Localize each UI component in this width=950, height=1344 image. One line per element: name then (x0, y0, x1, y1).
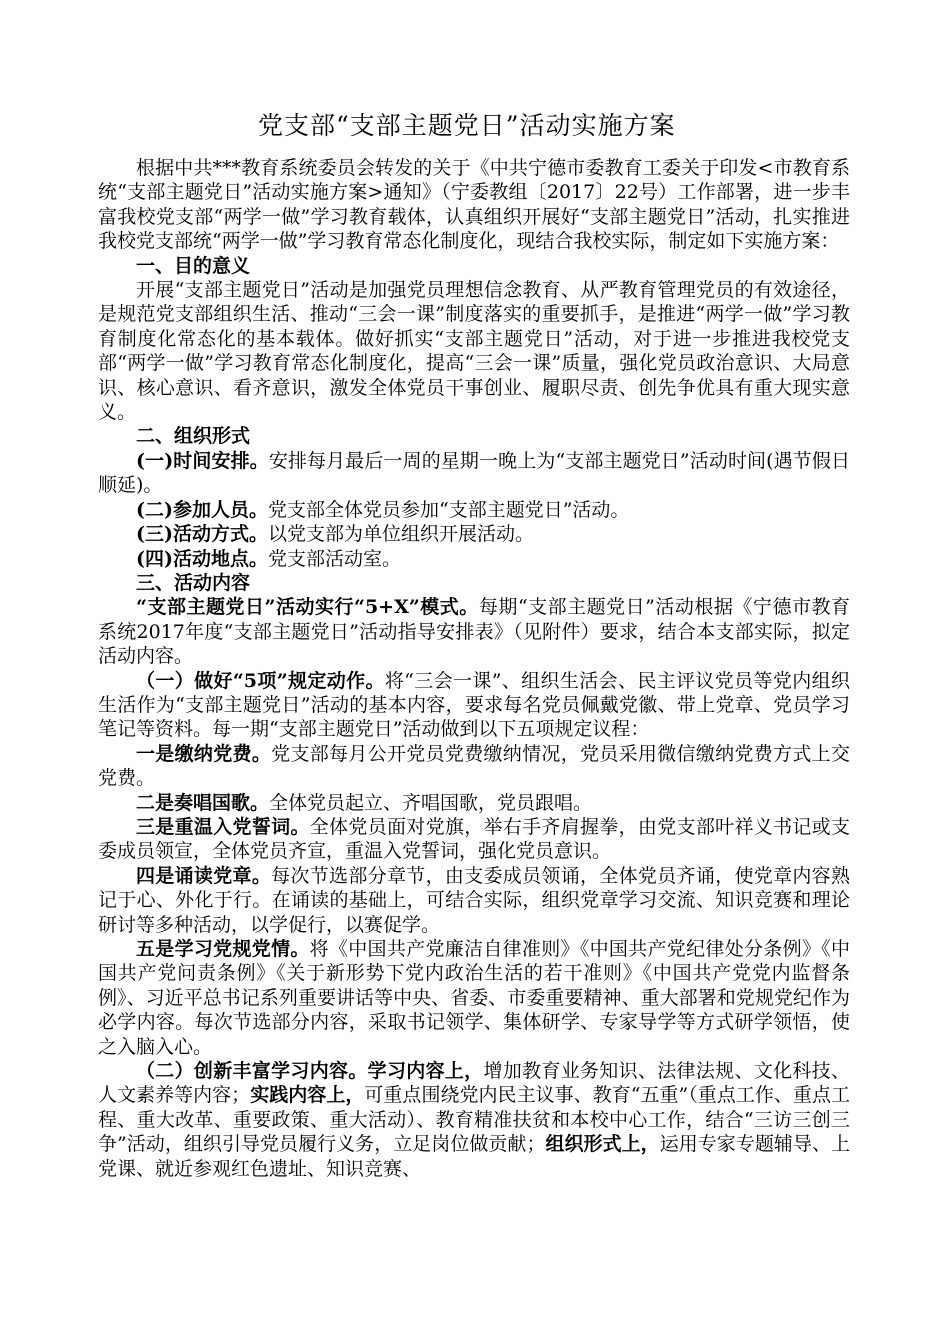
org-item-label: (三)活动方式。 (136, 523, 268, 546)
mode-text: 每期“支部主题党日”活动根据《宁德市教育系统2017年度“支部主题党日”活动指导安排表》（见附件）要求，结合本支部实际，拟定活动内容。 (98, 596, 850, 668)
part2-sub-label: 实践内容上， (250, 1084, 365, 1107)
org-item-label: (一)时间安排。 (136, 449, 269, 472)
agenda-item-label: 五是学习党规党情。 (136, 938, 310, 960)
mode-paragraph (98, 595, 850, 668)
part1-paragraph (98, 669, 850, 742)
part2-paragraph (98, 1059, 850, 1181)
org-item-label: (二)参加人员。 (136, 498, 268, 521)
part2-sub-label: 组织形式上， (545, 1133, 660, 1156)
agenda-item-text: 将《中国共产党廉洁自律准则》《中国共产党纪律处分条例》《中国共产党问责条例》《关于新形势下党内政治生活的若干准则》《中国共产党党内监督条例》、习近平总书记系列重要讲话等中央、省委、市委重要精神、重大部署和党规党纪作为必学内容。每次节选部分内容，采取书记领学、集体研学、专家导学等方式研学领悟，使之入脑入心。 (98, 938, 850, 1058)
section-heading-purpose: 一、目的意义 (136, 254, 251, 277)
agenda-item (98, 937, 850, 1059)
org-item-label: (四)活动地点。 (136, 547, 268, 570)
agenda-item-label: 四是诵读党章。 (136, 864, 272, 887)
org-item-text: 党支部活动室。 (267, 547, 401, 570)
part2-sub-label: 学习内容上， (367, 1060, 484, 1083)
part1-label: （一）做好“5项”规定动作。 (136, 669, 385, 692)
part2-sub-text: 运用专家专题辅导、上党课、就近参观红色遗址、知识竞赛、 (98, 1133, 850, 1180)
agenda-item (98, 791, 850, 815)
agenda-item-label: 二是奏唱国歌。 (136, 791, 270, 814)
agenda-item (98, 815, 850, 864)
org-item-text: 以党支部为单位组织开展活动。 (267, 523, 534, 546)
part2-label: （二）创新丰富学习内容。 (136, 1060, 368, 1083)
document-title: 党支部“支部主题党日”活动实施方案 (258, 111, 676, 140)
agenda-item (98, 742, 850, 791)
org-item-text: 安排每月最后一周的星期一晚上为“支部主题党日”活动时间(遇节假日顺延)。 (98, 449, 851, 497)
part1-text: 将“三会一课”、组织生活会、民主评议党员等党内组织生活作为“支部主题党日”活动的基本内容，要求每名党员佩戴党徽、带上党章、党员学习笔记等资料。每一期“支部主题党日”活动做到以下五项规定议程： (98, 669, 850, 741)
org-item (98, 547, 850, 571)
agenda-item-text: 党支部每月公开党员党费缴纳情况，党员采用微信缴纳党费方式上交党费。 (98, 742, 850, 790)
agenda-item-text: 全体党员起立、齐唱国歌，党员跟唱。 (269, 791, 593, 814)
mode-label: “支部主题党日”活动实行“5+X”模式。 (136, 596, 479, 619)
org-item (98, 449, 850, 498)
agenda-item (98, 864, 850, 937)
purpose-paragraph: 开展“支部主题党日”活动是加强党员理想信念教育、从严教育管理党员的有效途径，是规范党支部组织生活、推动“三会一课”制度落实的重要抓手，是推进“两学一做”学习教育制度化常态化的基本载体。做好抓实“支部主题党日”活动，对于进一步推进我校党支部“两学一做”学习教育常态化制度化，提高“三会一课”质量，强化党员政治意识、大局意识、核心意识、看齐意识，激发全体党员干事创业、履职尽责、创先争优具有重大现实意义。 (98, 279, 850, 424)
document-page (98, 108, 850, 1181)
org-item-text: 党支部全体党员参加“支部主题党日”活动。 (267, 498, 630, 521)
agenda-item-text: 每次节选部分章节，由支委成员领诵，全体党员齐诵，使党章内容熟记于心、外化于行。在诵读的基础上，可结合实际，组织党章学习交流、知识竞赛和理论研讨等多种活动，以学促行，以赛促学。 (98, 864, 850, 936)
agenda-item-text: 全体党员面对党旗，举右手齐肩握拳，由党支部叶祥义书记或支委成员领宣，全体党员齐宣，重温入党誓词，强化党员意识。 (98, 815, 850, 863)
org-item (98, 498, 850, 522)
section-heading-organization: 二、组织形式 (136, 425, 251, 448)
agenda-item-label: 一是缴纳党费。 (136, 742, 272, 765)
agenda-item-label: 三是重温入党誓词。 (136, 815, 310, 838)
section-heading-content: 三、活动内容 (136, 571, 251, 594)
part2-sub-text: 可重点围绕党内民主议事、教育“五重”（重点工作、重点工程、重大改革、重要政策、重大活动）、教育精准扶贫和本校中心工作，结合“三访三创三争”活动，组织引导党员履行义务，立足岗位做贡献； (98, 1084, 850, 1156)
intro-paragraph: 根据中共***教育系统委员会转发的关于《中共宁德市委教育工委关于印发<市教育系统“支部主题党日”活动实施方案>通知》（宁委教组〔2017〕22号）工作部署，进一步丰富我校党支部“两学一做”学习教育载体，认真组织开展好“支部主题党日”活动，扎实推进我校党支部统“两学一做”学习教育常态化制度化，现结合我校实际，制定如下实施方案： (98, 157, 850, 253)
org-item (98, 522, 850, 546)
part2-sub-text: 增加教育业务知识、法律法规、文化科技、人文素养等内容； (98, 1060, 850, 1107)
